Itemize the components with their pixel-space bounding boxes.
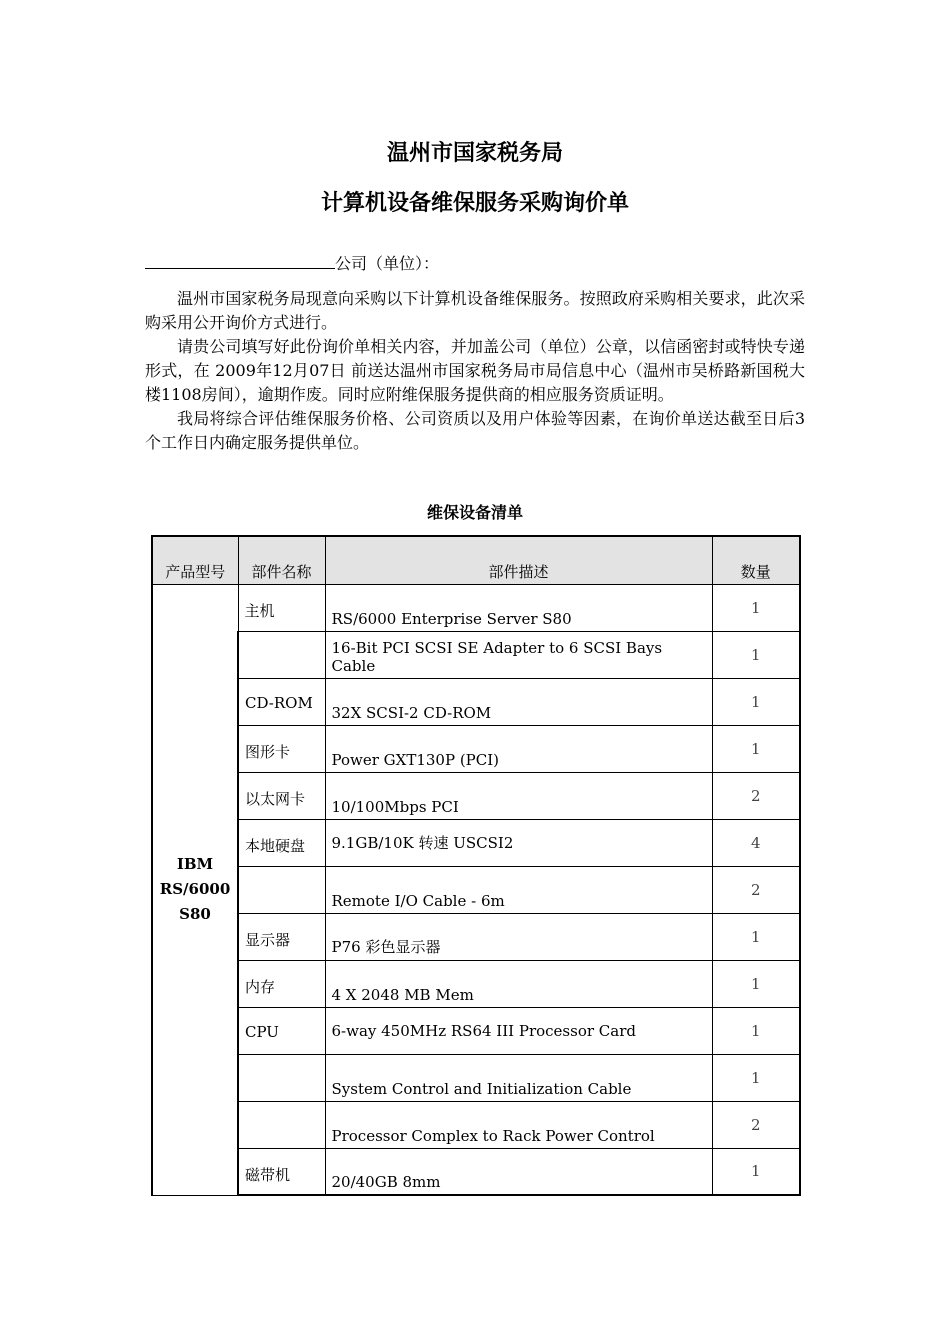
part-desc-cell: 4 X 2048 MB Mem [325,960,712,1007]
header-quantity: 数量 [712,536,800,584]
part-name-cell [238,1101,325,1148]
table-row [152,725,800,772]
part-name-cell [238,1054,325,1101]
part-desc-cell: System Control and Initialization Cable [325,1054,712,1101]
quantity-cell: 1 [712,678,800,725]
table-header-row [152,536,800,584]
body-text [145,287,805,455]
table-row [152,1007,800,1054]
document-title-org: 温州市国家税务局 [386,141,563,166]
quantity-cell: 1 [712,725,800,772]
quantity-cell: 1 [712,631,800,678]
part-desc-cell: 32X SCSI-2 CD-ROM [325,678,712,725]
header-part-name: 部件名称 [238,536,325,584]
paragraph-instructions: 请贵公司填写好此份询价单相关内容，并加盖公司（单位）公章，以信函密封或特快专递形式，在 2009年12月07日 前送达温州市国家税务局市局信息中心（温州市吴桥路新国税大楼1108房间），逾期作废。同时应附维保服务提供商的相应服务资质证明。 [145,337,805,404]
quantity-cell: 1 [712,913,800,960]
part-name-cell: 主机 [238,584,325,631]
quantity-cell: 1 [712,1007,800,1054]
quantity-cell: 2 [712,866,800,913]
product-model-line: RS/6000 [159,880,231,898]
header-part-desc: 部件描述 [325,536,712,584]
product-model-line: S80 [179,905,211,923]
quantity-cell: 1 [712,1148,800,1195]
table-row [152,913,800,960]
quantity-cell: 1 [712,1054,800,1101]
addressee-suffix: 公司（单位）： [335,254,440,273]
quantity-cell: 1 [712,584,800,631]
table-row [152,819,800,866]
part-name-cell [238,866,325,913]
part-desc-cell: Power GXT130P (PCI) [325,725,712,772]
equipment-table [151,535,801,1196]
part-name-cell: CPU [238,1007,325,1054]
table-row [152,1054,800,1101]
part-desc-cell: 16-Bit PCI SCSI SE Adapter to 6 SCSI Bays Cable [325,631,712,678]
product-model-line: IBM [176,855,214,873]
part-desc-cell: P76 彩色显示器 [325,913,712,960]
product-model-cell [152,584,238,1195]
quantity-cell: 2 [712,1101,800,1148]
header-model: 产品型号 [152,536,238,584]
company-name-blank [145,250,335,269]
part-name-cell: 本地硬盘 [238,819,325,866]
paragraph-intro: 温州市国家税务局现意向采购以下计算机设备维保服务。按照政府采购相关要求，此次采购采用公开询价方式进行。 [145,289,805,332]
table-row [152,772,800,819]
equipment-list-title: 维保设备清单 [426,503,523,522]
table-row [152,960,800,1007]
table-row [152,584,800,631]
document-title-subject: 计算机设备维保服务采购询价单 [320,191,629,216]
part-name-cell: 磁带机 [238,1148,325,1195]
table-row [152,866,800,913]
part-name-cell [238,631,325,678]
part-desc-cell: 20/40GB 8mm [325,1148,712,1195]
part-desc-cell: Remote I/O Cable - 6m [325,866,712,913]
part-desc-cell: 6-way 450MHz RS64 III Processor Card [325,1007,712,1054]
addressee-line [145,250,439,277]
table-row [152,678,800,725]
part-name-cell: 内存 [238,960,325,1007]
table-row [152,1148,800,1195]
part-desc-cell: 9.1GB/10K 转速 USCSI2 [325,819,712,866]
paragraph-evaluation: 我局将综合评估维保服务价格、公司资质以及用户体验等因素，在询价单送达截至日后3个工作日内确定服务提供单位。 [145,409,805,452]
table-row [152,631,800,678]
part-name-cell: CD-ROM [238,678,325,725]
quantity-cell: 1 [712,960,800,1007]
part-desc-cell: Processor Complex to Rack Power Control [325,1101,712,1148]
quantity-cell: 2 [712,772,800,819]
part-desc-cell: 10/100Mbps PCI [325,772,712,819]
part-name-cell: 以太网卡 [238,772,325,819]
table-row [152,1101,800,1148]
quantity-cell: 4 [712,819,800,866]
part-desc-cell: RS/6000 Enterprise Server S80 [325,584,712,631]
part-name-cell: 显示器 [238,913,325,960]
part-name-cell: 图形卡 [238,725,325,772]
